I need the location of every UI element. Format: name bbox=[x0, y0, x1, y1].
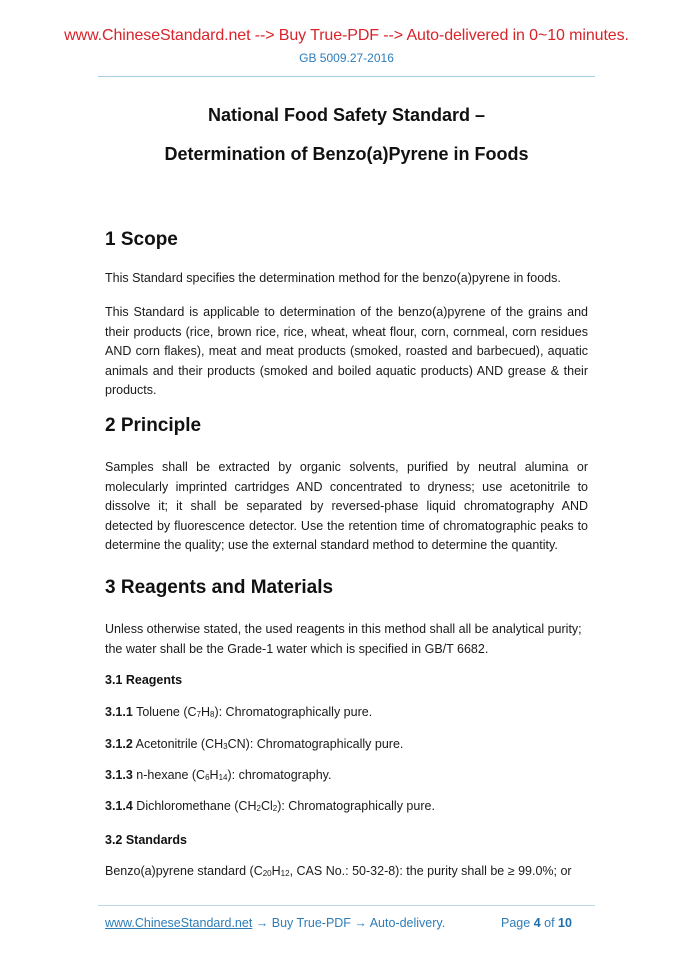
reagent-item bbox=[105, 797, 588, 817]
header-divider bbox=[98, 76, 595, 77]
section-heading-scope: 1 Scope bbox=[105, 229, 178, 250]
principle-paragraph: Samples shall be extracted by organic solvents, purified by neutral alumina or molecularly imprinted cartridges AND concentrated to dryness; use acetonitrile to dissolve it; it shall be separated by reversed-phase liquid chromatography AND detected by fluorescence detector. Use the retention time of chromatographic peaks to determine the quality; use the external standard method to determine the quantity. bbox=[105, 460, 588, 552]
reagent-desc: ): Chromatographically pure. bbox=[214, 705, 373, 719]
subsection-heading-reagents: 3.1 Reagents bbox=[105, 673, 183, 687]
formula-part: CN bbox=[227, 737, 246, 751]
formula-subscript: 3 bbox=[223, 742, 228, 751]
scope-paragraph-1: This Standard specifies the determination method for the benzo(a)pyrene in foods. bbox=[105, 271, 561, 285]
formula-part: H bbox=[200, 705, 210, 719]
formula-subscript: 6 bbox=[205, 773, 210, 782]
footer-divider bbox=[98, 905, 595, 906]
standard-code: GB 5009.27-2016 bbox=[299, 51, 394, 65]
reagent-desc: ): Chromatographically pure. bbox=[245, 737, 404, 751]
page-total: 10 bbox=[558, 916, 572, 930]
promo-banner[interactable]: www.ChineseStandard.net --> Buy True-PDF --> Auto-delivered in 0~10 minutes. bbox=[64, 27, 629, 44]
formula-subscript: 2 bbox=[272, 804, 278, 813]
standards-text: Benzo(a)pyrene standard (C bbox=[105, 864, 263, 878]
scope-paragraph-2: This Standard is applicable to determination of the benzo(a)pyrene of the grains and their products (rice, brown rice, rice, wheat, wheat flour, corn, cornmeal, corn residues AND corn flakes), meat and meat products (smoked, roasted and barbecued), aquatic animals and their products (smoked and boiled aquatic products) AND grease & their products. bbox=[105, 305, 588, 397]
reagent-item bbox=[105, 766, 588, 786]
formula-part: H bbox=[271, 864, 281, 878]
formula-subscript: 20 bbox=[262, 869, 272, 878]
reagent-name: Acetonitrile (CH bbox=[135, 737, 224, 751]
formula-subscript: 12 bbox=[280, 869, 290, 878]
reagent-number: 3.1.2 bbox=[105, 737, 133, 751]
of-label: of bbox=[544, 916, 555, 930]
page-indicator bbox=[501, 916, 572, 930]
page-label: Page bbox=[501, 916, 531, 930]
reagent-item bbox=[105, 703, 588, 723]
footer-promo bbox=[105, 916, 445, 930]
formula-subscript: 14 bbox=[218, 773, 228, 782]
standards-text: , CAS No.: 50-32-8): the purity shall be ≥ 99.0%; or bbox=[289, 864, 572, 878]
reagent-name: n-hexane (C bbox=[136, 768, 206, 782]
reagent-desc: ): Chromatographically pure. bbox=[277, 799, 435, 813]
formula-subscript: 7 bbox=[196, 710, 201, 719]
section-heading-reagents: 3 Reagents and Materials bbox=[105, 577, 334, 598]
formula-subscript: 2 bbox=[256, 804, 261, 813]
page-current: 4 bbox=[533, 916, 541, 930]
reagent-desc: ): chromatography. bbox=[227, 768, 332, 782]
section-heading-principle: 2 Principle bbox=[105, 415, 202, 436]
document-title-line1: National Food Safety Standard – bbox=[207, 105, 486, 125]
reagent-item bbox=[105, 735, 588, 755]
footer-promo-text: → Buy True-PDF → Auto-delivery. bbox=[252, 916, 446, 930]
formula-part: H bbox=[209, 768, 219, 782]
reagents-intro: Unless otherwise stated, the used reagents in this method shall all be analytical purity; the water shall be the Grade-1 water which is specified in GB/T 6682. bbox=[105, 622, 582, 656]
footer-site-link[interactable]: www.ChineseStandard.net bbox=[105, 916, 253, 930]
reagent-name: Dichloromethane (CH bbox=[136, 799, 257, 813]
formula-part: Cl bbox=[260, 799, 273, 813]
standards-paragraph bbox=[105, 862, 588, 882]
reagent-number: 3.1.4 bbox=[105, 799, 133, 813]
reagent-number: 3.1.3 bbox=[105, 768, 133, 782]
subsection-heading-standards: 3.2 Standards bbox=[105, 833, 187, 847]
reagent-name: Toluene (C bbox=[136, 705, 197, 719]
document-title-line2: Determination of Benzo(a)Pyrene in Foods bbox=[164, 144, 529, 164]
formula-subscript: 8 bbox=[210, 710, 215, 719]
reagent-number: 3.1.1 bbox=[105, 705, 133, 719]
